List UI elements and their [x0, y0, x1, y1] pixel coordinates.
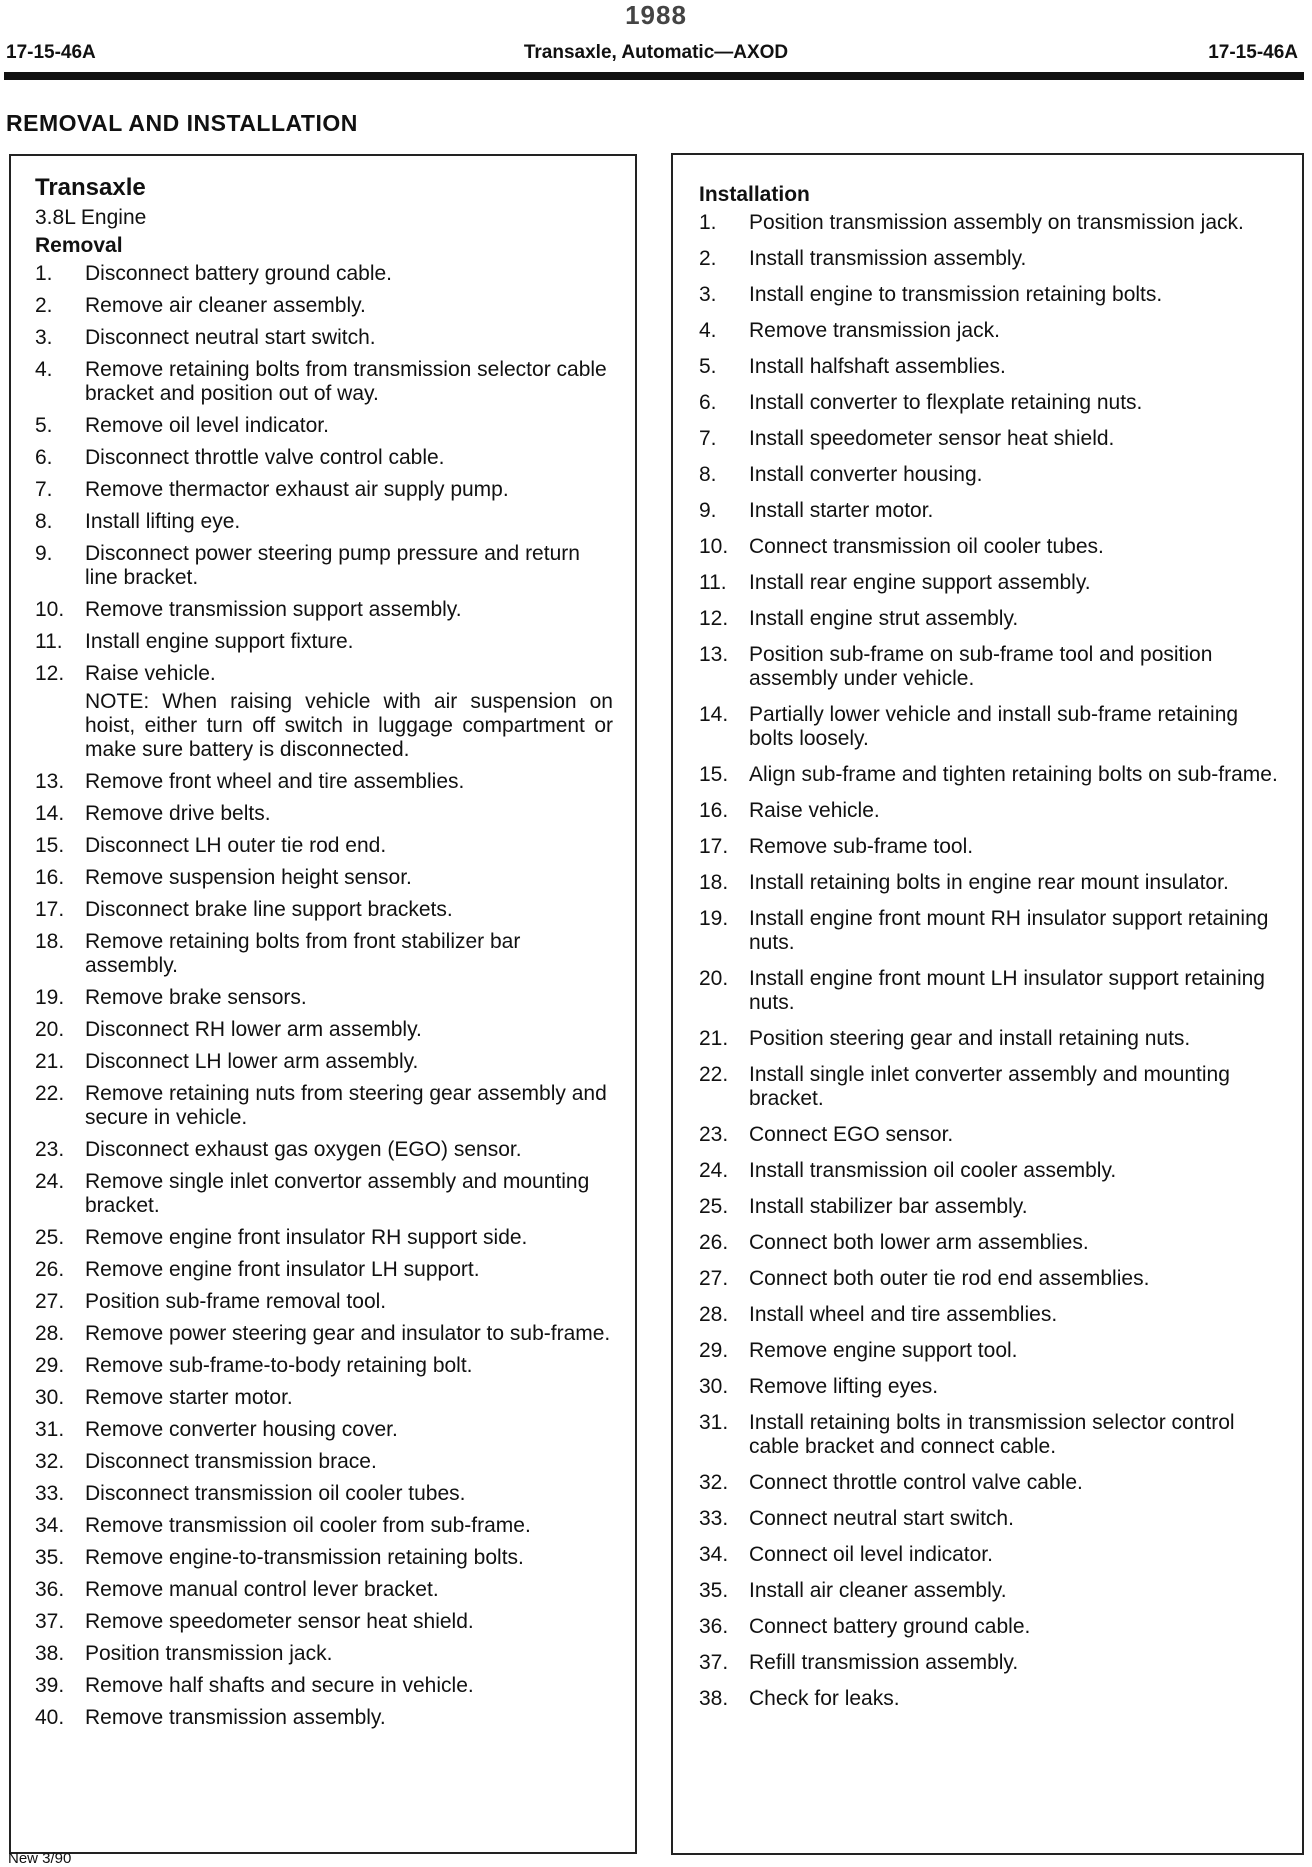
- step-number: 33.: [699, 1507, 729, 1530]
- step-text: Disconnect RH lower arm assembly.: [85, 1018, 422, 1041]
- step-number: 18.: [699, 871, 729, 894]
- step-number: 32.: [35, 1450, 65, 1473]
- step-text: Remove starter motor.: [85, 1386, 293, 1409]
- step-text: Install rear engine support assembly.: [749, 571, 1091, 594]
- step-item: [35, 930, 613, 978]
- step-text: Remove lifting eyes.: [749, 1375, 939, 1398]
- step-text: Connect transmission oil cooler tubes.: [749, 535, 1104, 558]
- step-item: [35, 1386, 613, 1410]
- step-text: Install speedometer sensor heat shield.: [749, 427, 1115, 450]
- step-number: 14.: [35, 802, 65, 825]
- step-text: Connect oil level indicator.: [749, 1543, 993, 1566]
- step-number: 23.: [699, 1123, 729, 1146]
- step-number: 18.: [35, 930, 65, 953]
- step-item: [35, 542, 613, 590]
- step-number: 4.: [35, 358, 53, 381]
- step-text: Align sub-frame and tighten retaining bolts on sub-frame.: [749, 763, 1278, 786]
- step-item: [35, 1610, 613, 1634]
- step-number: 25.: [35, 1226, 65, 1249]
- step-item: [699, 967, 1278, 1015]
- step-text: Install air cleaner assembly.: [749, 1579, 1007, 1602]
- step-number: 35.: [699, 1579, 729, 1602]
- step-text: Disconnect neutral start switch.: [85, 326, 376, 349]
- step-number: 7.: [699, 427, 717, 450]
- step-number: 33.: [35, 1482, 65, 1505]
- step-item: [35, 1450, 613, 1474]
- step-number: 6.: [699, 391, 717, 414]
- removal-heading: Removal: [35, 234, 123, 257]
- installation-panel: [671, 153, 1304, 1855]
- step-number: 24.: [699, 1159, 729, 1182]
- step-text: Install stabilizer bar assembly.: [749, 1195, 1028, 1218]
- step-number: 27.: [35, 1290, 65, 1313]
- step-item: [699, 247, 1278, 271]
- step-number: 8.: [699, 463, 717, 486]
- step-text: Remove transmission support assembly.: [85, 598, 462, 621]
- step-text: Remove retaining bolts from transmission selector cable bracket and position out of way.: [85, 358, 607, 405]
- step-text: Disconnect brake line support brackets.: [85, 898, 453, 921]
- step-text: Disconnect throttle valve control cable.: [85, 446, 445, 469]
- step-item: [699, 1231, 1278, 1255]
- step-text: Disconnect power steering pump pressure and return line bracket.: [85, 542, 580, 589]
- step-number: 27.: [699, 1267, 729, 1290]
- step-text: Remove transmission assembly.: [85, 1706, 386, 1729]
- step-text: Connect throttle control valve cable.: [749, 1471, 1083, 1494]
- step-item: [35, 662, 613, 686]
- step-number: 15.: [35, 834, 65, 857]
- step-item: [699, 535, 1278, 559]
- step-text: Remove sub-frame-to-body retaining bolt.: [85, 1354, 473, 1377]
- year-stamp: 1988: [625, 0, 687, 30]
- step-item: [699, 1411, 1278, 1459]
- step-item: [35, 866, 613, 890]
- step-number: 11.: [699, 571, 727, 594]
- section-title: REMOVAL AND INSTALLATION: [6, 110, 358, 136]
- step-number: 4.: [699, 319, 717, 342]
- step-text: Connect battery ground cable.: [749, 1615, 1031, 1638]
- step-text: Raise vehicle.: [749, 799, 880, 822]
- step-text: Connect EGO sensor.: [749, 1123, 954, 1146]
- step-number: 14.: [699, 703, 729, 726]
- step-item: [699, 1687, 1278, 1711]
- step-item: [699, 871, 1278, 895]
- step-text: Remove air cleaner assembly.: [85, 294, 366, 317]
- step-item: [35, 1514, 613, 1538]
- step-item: [35, 834, 613, 858]
- step-number: 30.: [699, 1375, 729, 1398]
- step-number: 22.: [35, 1082, 65, 1105]
- step-item: [699, 1375, 1278, 1399]
- step-text: Remove thermactor exhaust air supply pump.: [85, 478, 509, 501]
- step-number: 19.: [699, 907, 729, 930]
- step-number: 8.: [35, 510, 53, 533]
- step-text: Install engine to transmission retaining bolts.: [749, 283, 1163, 306]
- step-text: Remove sub-frame tool.: [749, 835, 974, 858]
- step-item: [35, 1482, 613, 1506]
- step-number: 5.: [35, 414, 53, 437]
- step-number: 29.: [699, 1339, 729, 1362]
- step-item: [35, 1138, 613, 1162]
- step-text: Position sub-frame on sub-frame tool and position assembly under vehicle.: [749, 643, 1213, 690]
- step-item: [35, 294, 613, 318]
- step-item: [35, 1290, 613, 1314]
- step-text: Remove single inlet convertor assembly and mounting bracket.: [85, 1170, 590, 1217]
- step-number: 13.: [699, 643, 729, 666]
- step-item: [699, 463, 1278, 487]
- step-item: [699, 1027, 1278, 1051]
- step-number: 39.: [35, 1674, 65, 1697]
- step-item: [35, 262, 613, 286]
- step-item: [35, 1258, 613, 1282]
- step-number: 29.: [35, 1354, 65, 1377]
- step-text: Remove engine support tool.: [749, 1339, 1018, 1362]
- step-item: [699, 763, 1278, 787]
- step-item: [35, 1170, 613, 1218]
- step-number: 16.: [699, 799, 729, 822]
- step-text: Connect both outer tie rod end assemblies.: [749, 1267, 1150, 1290]
- step-number: 9.: [35, 542, 53, 565]
- step-item: [699, 571, 1278, 595]
- step-item: [699, 355, 1278, 379]
- step-number: 38.: [35, 1642, 65, 1665]
- step-text: Install converter to flexplate retaining nuts.: [749, 391, 1143, 414]
- step-text: Install engine support fixture.: [85, 630, 354, 653]
- step-number: 13.: [35, 770, 65, 793]
- step-item: [699, 835, 1278, 859]
- step-item: [35, 802, 613, 826]
- step-text: Remove manual control lever bracket.: [85, 1578, 439, 1601]
- step-number: 17.: [35, 898, 65, 921]
- step-number: 1.: [699, 211, 717, 234]
- step-item: [699, 607, 1278, 631]
- step-number: 32.: [699, 1471, 729, 1494]
- step-number: 9.: [699, 499, 717, 522]
- step-number: 21.: [699, 1027, 729, 1050]
- installation-heading: Installation: [699, 183, 810, 206]
- step-text: Install transmission assembly.: [749, 247, 1027, 270]
- step-text: Remove converter housing cover.: [85, 1418, 398, 1441]
- step-item: [35, 414, 613, 438]
- step-item: [699, 283, 1278, 307]
- page-number-left: 17-15-46A: [6, 42, 96, 63]
- installation-steps-list: [699, 211, 1278, 1711]
- engine-subtitle: 3.8L Engine: [35, 206, 147, 229]
- step-item: [35, 1322, 613, 1346]
- step-text: Disconnect LH lower arm assembly.: [85, 1050, 419, 1073]
- step-item: [699, 391, 1278, 415]
- step-number: 37.: [699, 1651, 729, 1674]
- step-text: Install wheel and tire assemblies.: [749, 1303, 1058, 1326]
- step-item: [699, 1543, 1278, 1567]
- step-item: [699, 499, 1278, 523]
- step-item: [35, 598, 613, 622]
- step-text: Disconnect transmission brace.: [85, 1450, 377, 1473]
- step-text: Disconnect battery ground cable.: [85, 262, 393, 285]
- step-text: Position transmission assembly on transmission jack.: [749, 211, 1244, 234]
- step-item: [35, 1354, 613, 1378]
- step-text: Position sub-frame removal tool.: [85, 1290, 387, 1313]
- step-item: [35, 630, 613, 654]
- page-header-title: Transaxle, Automatic—AXOD: [523, 42, 789, 63]
- step-text: Install starter motor.: [749, 499, 934, 522]
- step-item: [699, 1303, 1278, 1327]
- step-text: Install single inlet converter assembly and mounting bracket.: [749, 1063, 1230, 1110]
- step-item: [35, 358, 613, 406]
- step-item: [699, 1195, 1278, 1219]
- step-text: Remove engine front insulator RH support side.: [85, 1226, 528, 1249]
- step-number: 2.: [699, 247, 717, 270]
- step-item: [35, 986, 613, 1010]
- removal-title: Transaxle: [35, 174, 146, 201]
- step-text: Disconnect exhaust gas oxygen (EGO) sensor.: [85, 1138, 522, 1161]
- step-item: [35, 770, 613, 794]
- step-item: [699, 319, 1278, 343]
- step-item: [35, 446, 613, 470]
- step-number: 26.: [35, 1258, 65, 1281]
- step-text: Connect both lower arm assemblies.: [749, 1231, 1089, 1254]
- step-number: 3.: [35, 326, 53, 349]
- step-item: [699, 799, 1278, 823]
- step-text: Remove engine-to-transmission retaining bolts.: [85, 1546, 524, 1569]
- step-text: Remove power steering gear and insulator to sub-frame.: [85, 1322, 611, 1345]
- step-text: Install retaining bolts in transmission selector control cable bracket and connect cable.: [749, 1411, 1235, 1458]
- step-number: 21.: [35, 1050, 65, 1073]
- footer-revision: New 3/90: [8, 1850, 72, 1867]
- step-text: Remove front wheel and tire assemblies.: [85, 770, 465, 793]
- step-text: Disconnect transmission oil cooler tubes.: [85, 1482, 466, 1505]
- step-item: [35, 1674, 613, 1698]
- step-item: [699, 643, 1278, 691]
- step-number: 31.: [35, 1418, 65, 1441]
- step-number: 11.: [35, 630, 63, 653]
- step-number: 26.: [699, 1231, 729, 1254]
- step-text: Remove oil level indicator.: [85, 414, 329, 437]
- step-number: 36.: [35, 1578, 65, 1601]
- step-number: 34.: [699, 1543, 729, 1566]
- step-number: 6.: [35, 446, 53, 469]
- step-text: Remove half shafts and secure in vehicle.: [85, 1674, 474, 1697]
- step-item: [35, 326, 613, 350]
- step-item: [699, 1471, 1278, 1495]
- step-number: 12.: [35, 662, 65, 685]
- step-number: 23.: [35, 1138, 65, 1161]
- step-number: 38.: [699, 1687, 729, 1710]
- step-number: 36.: [699, 1615, 729, 1638]
- step-item: [699, 1159, 1278, 1183]
- step-text: Remove transmission jack.: [749, 319, 1000, 342]
- step-item: [35, 1578, 613, 1602]
- step-number: 24.: [35, 1170, 65, 1193]
- step-number: 40.: [35, 1706, 65, 1729]
- step-number: 7.: [35, 478, 53, 501]
- header-rule: [4, 72, 1304, 80]
- air-suspension-note: NOTE: When raising vehicle with air suspension on hoist, either turn off switch in luggage compartment or make sure battery is disconnected.: [85, 690, 613, 761]
- step-number: 16.: [35, 866, 65, 889]
- step-number: 20.: [35, 1018, 65, 1041]
- step-item: [35, 510, 613, 534]
- step-text: Install converter housing.: [749, 463, 983, 486]
- step-text: Install halfshaft assemblies.: [749, 355, 1006, 378]
- step-text: Install retaining bolts in engine rear mount insulator.: [749, 871, 1229, 894]
- page-number-right: 17-15-46A: [1208, 42, 1298, 63]
- step-item: [699, 1339, 1278, 1363]
- step-number: 37.: [35, 1610, 65, 1633]
- step-item: [35, 1226, 613, 1250]
- step-number: 1.: [35, 262, 53, 285]
- step-item: [699, 703, 1278, 751]
- step-text: Raise vehicle.: [85, 662, 216, 685]
- removal-steps-list: [35, 262, 613, 1730]
- step-item: [699, 1579, 1278, 1603]
- step-text: Connect neutral start switch.: [749, 1507, 1014, 1530]
- step-text: Remove transmission oil cooler from sub-frame.: [85, 1514, 531, 1537]
- step-text: Remove retaining bolts from front stabilizer bar assembly.: [85, 930, 521, 977]
- step-text: Install engine front mount LH insulator support retaining nuts.: [749, 967, 1265, 1014]
- step-item: [699, 1615, 1278, 1639]
- step-item: [35, 1018, 613, 1042]
- step-number: 19.: [35, 986, 65, 1009]
- step-text: Refill transmission assembly.: [749, 1651, 1019, 1674]
- step-item: [35, 478, 613, 502]
- step-number: 3.: [699, 283, 717, 306]
- step-text: Remove engine front insulator LH support.: [85, 1258, 480, 1281]
- step-text: Remove retaining nuts from steering gear assembly and secure in vehicle.: [85, 1082, 607, 1129]
- step-item: [35, 1082, 613, 1130]
- step-item: [699, 1063, 1278, 1111]
- step-number: 20.: [699, 967, 729, 990]
- step-item: [35, 1642, 613, 1666]
- step-number: 31.: [699, 1411, 729, 1434]
- step-number: 5.: [699, 355, 717, 378]
- step-text: Remove brake sensors.: [85, 986, 307, 1009]
- step-text: Install engine strut assembly.: [749, 607, 1019, 630]
- step-item: [35, 1546, 613, 1570]
- step-number: 28.: [699, 1303, 729, 1326]
- step-item: [699, 1651, 1278, 1675]
- step-number: 30.: [35, 1386, 65, 1409]
- removal-panel: [9, 154, 637, 1854]
- step-number: 12.: [699, 607, 729, 630]
- step-item: [35, 898, 613, 922]
- step-item: [699, 907, 1278, 955]
- step-item: [699, 427, 1278, 451]
- step-number: 15.: [699, 763, 729, 786]
- step-number: 10.: [35, 598, 65, 621]
- step-number: 34.: [35, 1514, 65, 1537]
- step-number: 2.: [35, 294, 53, 317]
- step-number: 35.: [35, 1546, 65, 1569]
- step-item: [699, 1267, 1278, 1291]
- step-text: Position steering gear and install retaining nuts.: [749, 1027, 1191, 1050]
- step-text: Install engine front mount RH insulator support retaining nuts.: [749, 907, 1269, 954]
- step-item: [699, 1507, 1278, 1531]
- step-item: [35, 1418, 613, 1442]
- step-item: [35, 1706, 613, 1730]
- step-number: 17.: [699, 835, 729, 858]
- step-item: [699, 211, 1278, 235]
- step-text: Install lifting eye.: [85, 510, 241, 533]
- step-number: 10.: [699, 535, 729, 558]
- step-number: 22.: [699, 1063, 729, 1086]
- step-text: Remove speedometer sensor heat shield.: [85, 1610, 474, 1633]
- step-text: Remove drive belts.: [85, 802, 271, 825]
- step-text: Install transmission oil cooler assembly.: [749, 1159, 1117, 1182]
- step-text: Disconnect LH outer tie rod end.: [85, 834, 387, 857]
- step-text: Partially lower vehicle and install sub-frame retaining bolts loosely.: [749, 703, 1239, 750]
- step-item: [35, 1050, 613, 1074]
- step-number: 25.: [699, 1195, 729, 1218]
- step-number: 28.: [35, 1322, 65, 1345]
- step-item: [699, 1123, 1278, 1147]
- step-text: Position transmission jack.: [85, 1642, 333, 1665]
- step-text: Check for leaks.: [749, 1687, 900, 1710]
- step-text: Remove suspension height sensor.: [85, 866, 412, 889]
